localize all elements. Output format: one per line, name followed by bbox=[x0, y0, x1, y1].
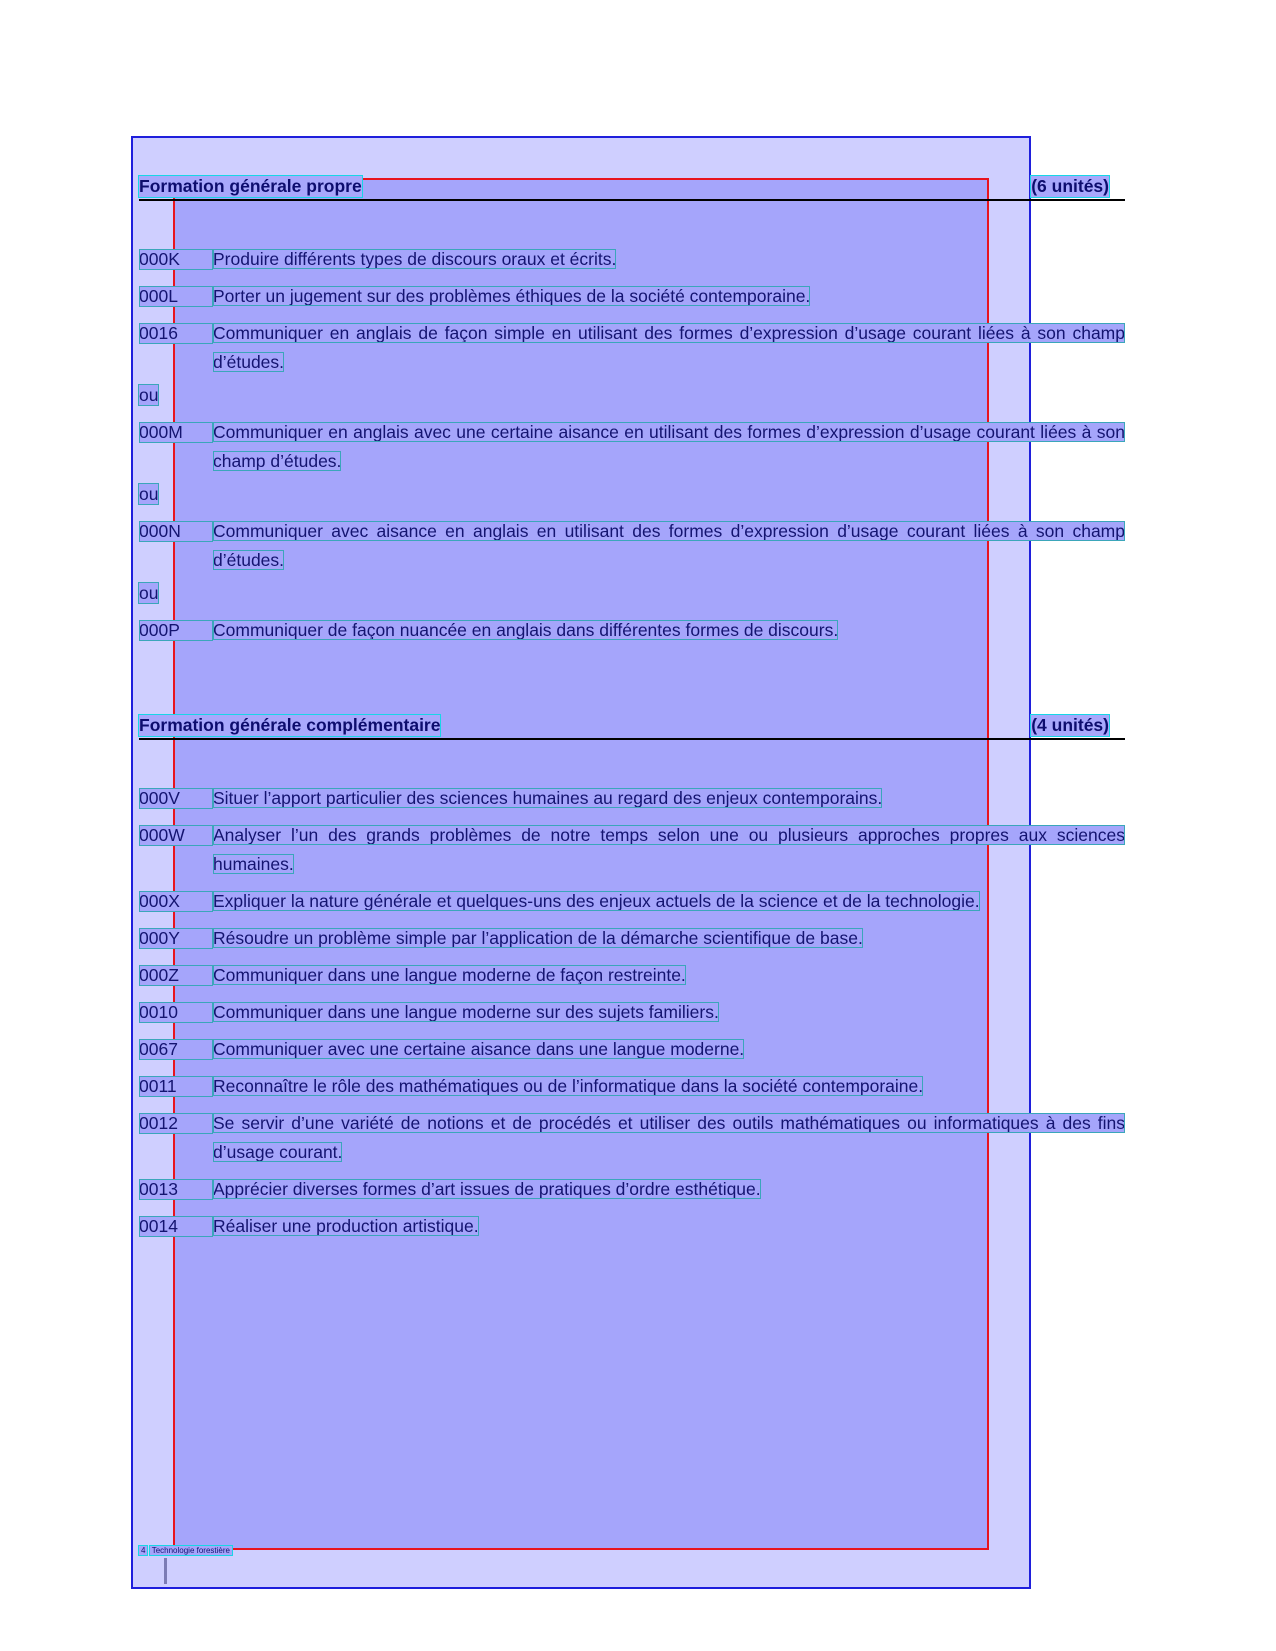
competency-text: Reconnaître le rôle des mathématiques ou de l’informatique dans la société contemporaine. bbox=[213, 1076, 924, 1096]
section-title: Formation générale propre bbox=[139, 176, 362, 196]
list-item bbox=[139, 887, 1125, 916]
competency-code: 000K bbox=[139, 249, 213, 270]
text-cursor bbox=[164, 1558, 167, 1584]
competency-text: Communiquer avec une certaine aisance dans une langue moderne. bbox=[213, 1039, 745, 1059]
competency-code: 0016 bbox=[139, 323, 213, 344]
section-units: (4 unités) bbox=[1031, 715, 1109, 735]
competency-code: 000V bbox=[139, 788, 213, 809]
competency-text: Situer l’apport particulier des sciences humaines au regard des enjeux contemporains. bbox=[213, 788, 883, 808]
competency-text: Communiquer dans une langue moderne sur des sujets familiers. bbox=[213, 1002, 719, 1022]
or-separator: ou bbox=[139, 385, 159, 405]
competency-code: 0010 bbox=[139, 1002, 213, 1023]
page-footer bbox=[139, 1546, 232, 1555]
competency-text: Communiquer en anglais avec une certaine aisance en utilisant des formes d’expression d’usage courant liées à son champ d’études. bbox=[213, 422, 1125, 471]
list-item bbox=[139, 517, 1125, 575]
competency-code: 0011 bbox=[139, 1076, 213, 1097]
competency-text: Analyser l’un des grands problèmes de notre temps selon une ou plusieurs approches propres aux sciences humaines. bbox=[213, 825, 1125, 874]
competency-text: Communiquer en anglais de façon simple en utilisant des formes d’expression d’usage courant liées à son champ d’études. bbox=[213, 323, 1125, 372]
competency-code: 0013 bbox=[139, 1179, 213, 1200]
list-item bbox=[139, 616, 1125, 645]
competency-text: Se servir d’une variété de notions et de procédés et utiliser des outils mathématiques ou informatiques à des fins d’usage courant. bbox=[213, 1113, 1125, 1162]
competency-code: 0012 bbox=[139, 1113, 213, 1134]
competency-text: Apprécier diverses formes d’art issues de pratiques d’ordre esthétique. bbox=[213, 1179, 761, 1199]
list-item bbox=[139, 1212, 1125, 1241]
list-item bbox=[139, 1072, 1125, 1101]
competency-text: Réaliser une production artistique. bbox=[213, 1216, 479, 1236]
or-separator: ou bbox=[139, 583, 159, 603]
list-item bbox=[139, 784, 1125, 813]
competency-text: Résoudre un problème simple par l’application de la démarche scientifique de base. bbox=[213, 928, 863, 948]
section-header-propre bbox=[139, 176, 1125, 201]
list-item bbox=[139, 245, 1125, 274]
section-header-complementaire bbox=[139, 715, 1125, 740]
competency-text: Produire différents types de discours oraux et écrits. bbox=[213, 249, 617, 269]
section-title: Formation générale complémentaire bbox=[139, 715, 441, 735]
list-item bbox=[139, 282, 1125, 311]
list-item bbox=[139, 924, 1125, 953]
list-item bbox=[139, 1035, 1125, 1064]
list-item bbox=[139, 998, 1125, 1027]
competency-code: 0067 bbox=[139, 1039, 213, 1060]
competency-code: 000Y bbox=[139, 928, 213, 949]
competency-code: 000M bbox=[139, 422, 213, 443]
footer-label: Technologie forestière bbox=[151, 1546, 230, 1555]
document-content bbox=[139, 176, 1125, 1249]
competency-text: Porter un jugement sur des problèmes éthiques de la société contemporaine. bbox=[213, 286, 811, 306]
competency-text: Communiquer de façon nuancée en anglais dans différentes formes de discours. bbox=[213, 620, 839, 640]
section-units: (6 unités) bbox=[1031, 176, 1109, 196]
list-item bbox=[139, 319, 1125, 377]
list-item bbox=[139, 821, 1125, 879]
competency-text: Communiquer avec aisance en anglais en utilisant des formes d’expression d’usage courant liées à son champ d’études. bbox=[213, 521, 1125, 570]
list-item bbox=[139, 961, 1125, 990]
competency-code: 000L bbox=[139, 286, 213, 307]
competency-code: 0014 bbox=[139, 1216, 213, 1237]
list-item bbox=[139, 418, 1125, 476]
competency-code: 000W bbox=[139, 825, 213, 846]
list-item bbox=[139, 1109, 1125, 1167]
competency-text: Expliquer la nature générale et quelques-uns des enjeux actuels de la science et de la technologie. bbox=[213, 891, 980, 911]
competency-code: 000Z bbox=[139, 965, 213, 986]
competency-code: 000P bbox=[139, 620, 213, 641]
competency-code: 000N bbox=[139, 521, 213, 542]
list-item bbox=[139, 1175, 1125, 1204]
footer-page-number: 4 bbox=[141, 1546, 146, 1555]
competency-code: 000X bbox=[139, 891, 213, 912]
or-separator: ou bbox=[139, 484, 159, 504]
competency-text: Communiquer dans une langue moderne de façon restreinte. bbox=[213, 965, 686, 985]
